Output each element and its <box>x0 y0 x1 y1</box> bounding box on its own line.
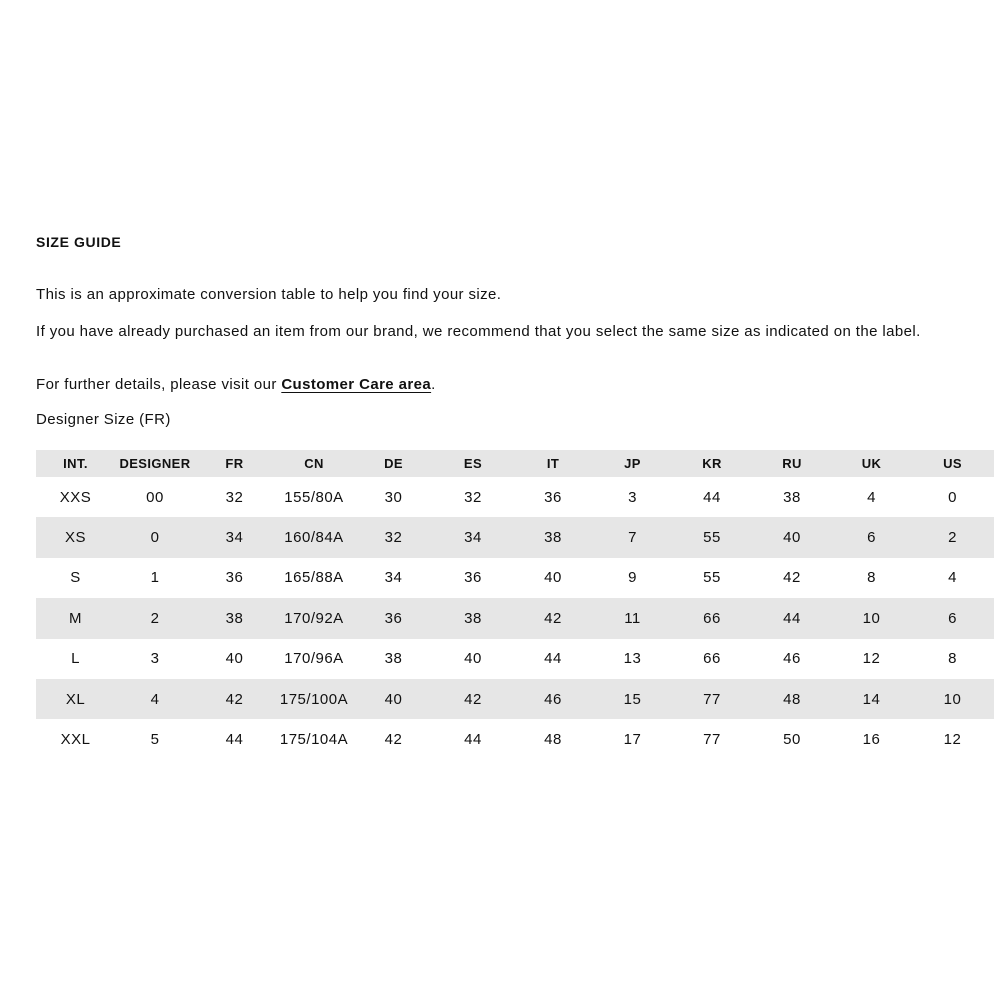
column-header-fr: FR <box>195 450 274 477</box>
table-cell: 11 <box>593 598 672 638</box>
table-cell: 42 <box>513 598 593 638</box>
table-cell: 40 <box>752 517 832 557</box>
table-cell: 44 <box>464 731 482 749</box>
table-cell: 8 <box>867 569 876 587</box>
table-cell: 00 <box>146 488 164 506</box>
table-cell: 15 <box>593 679 672 719</box>
table-cell: 34 <box>195 517 274 557</box>
table-cell: 17 <box>623 731 642 749</box>
table-cell: 4 <box>867 488 876 506</box>
table-row <box>36 679 994 719</box>
table-cell: 175/100A <box>274 679 354 719</box>
table-row <box>36 719 994 759</box>
table-cell: 55 <box>672 517 752 557</box>
table-cell: 4 <box>115 679 195 719</box>
table-row <box>36 517 994 557</box>
table-cell: 77 <box>672 679 752 719</box>
table-cell: XL <box>36 679 115 719</box>
designer-size-label: Designer Size (FR) <box>36 411 171 428</box>
table-row <box>36 477 994 517</box>
table-cell: 32 <box>354 517 433 557</box>
table-cell: 6 <box>911 598 994 638</box>
table-cell: 0 <box>948 488 957 506</box>
customer-care-link[interactable]: Customer Care area <box>281 376 432 393</box>
column-header-int: INT. <box>36 450 115 477</box>
table-cell: 50 <box>783 731 801 749</box>
table-cell: 7 <box>593 517 672 557</box>
table-cell: 36 <box>544 488 562 506</box>
table-cell: 44 <box>752 598 832 638</box>
table-cell: 4 <box>948 569 957 587</box>
table-cell: 3 <box>150 650 160 668</box>
column-header-ru: RU <box>752 450 832 477</box>
table-cell: 77 <box>703 731 721 749</box>
table-cell: 8 <box>948 650 957 668</box>
column-header-de: DE <box>354 450 433 477</box>
table-cell: S <box>70 569 81 587</box>
table-cell: 170/96A <box>284 650 344 668</box>
further-details-suffix: . <box>431 376 436 393</box>
table-cell: 46 <box>783 650 801 668</box>
table-cell: 48 <box>544 731 562 749</box>
table-cell: 2 <box>911 517 994 557</box>
table-cell: 9 <box>628 569 637 587</box>
table-cell: 38 <box>783 488 801 506</box>
column-header-cn: CN <box>274 450 354 477</box>
table-cell: 0 <box>115 517 195 557</box>
table-cell: 42 <box>783 569 801 587</box>
size-conversion-table <box>36 450 994 760</box>
column-header-es: ES <box>433 450 513 477</box>
table-header-row <box>36 450 994 477</box>
table-row <box>36 598 994 638</box>
column-header-jp: JP <box>593 450 672 477</box>
table-cell: 44 <box>703 488 721 506</box>
intro-text: This is an approximate conversion table to help you find your size. <box>36 286 502 303</box>
further-details-prefix: For further details, please visit our <box>36 376 282 393</box>
table-cell: 13 <box>623 650 642 668</box>
table-cell: 165/88A <box>284 569 344 587</box>
table-cell: 55 <box>703 569 721 587</box>
table-cell: 66 <box>672 598 752 638</box>
table-cell: 36 <box>225 569 244 587</box>
table-cell: 46 <box>513 679 593 719</box>
table-cell: 32 <box>464 488 482 506</box>
table-cell: 40 <box>464 650 482 668</box>
table-cell: 14 <box>832 679 911 719</box>
table-cell: 30 <box>384 488 403 506</box>
table-cell: 170/92A <box>274 598 354 638</box>
table-cell: 32 <box>225 488 244 506</box>
table-cell: 40 <box>544 569 562 587</box>
table-cell: 40 <box>225 650 244 668</box>
table-row <box>36 639 994 679</box>
table-cell: 160/84A <box>274 517 354 557</box>
table-cell: XXS <box>59 488 92 506</box>
table-cell: 12 <box>862 650 881 668</box>
table-cell: 38 <box>195 598 274 638</box>
table-cell: 38 <box>433 598 513 638</box>
table-cell: 3 <box>628 488 637 506</box>
table-cell: 38 <box>384 650 403 668</box>
column-header-uk: UK <box>832 450 911 477</box>
table-cell: 155/80A <box>284 488 344 506</box>
table-cell: XS <box>36 517 115 557</box>
table-cell: 1 <box>150 569 160 587</box>
table-cell: L <box>71 650 80 668</box>
table-cell: 5 <box>150 731 160 749</box>
table-cell: 44 <box>544 650 562 668</box>
table-cell: 6 <box>832 517 911 557</box>
column-header-designer: DESIGNER <box>115 450 195 477</box>
table-cell: 48 <box>752 679 832 719</box>
table-cell: 36 <box>354 598 433 638</box>
table-cell: 38 <box>513 517 593 557</box>
further-details-text <box>36 375 960 394</box>
table-cell: 10 <box>832 598 911 638</box>
recommendation-text: If you have already purchased an item from our brand, we recommend that you select the same size as indicated on the label. <box>36 323 921 340</box>
table-cell: 10 <box>911 679 994 719</box>
table-cell: 16 <box>862 731 881 749</box>
table-cell: 12 <box>943 731 962 749</box>
page-title: SIZE GUIDE <box>36 234 122 250</box>
table-body <box>36 477 994 760</box>
table-row <box>36 558 994 598</box>
table-cell: M <box>36 598 115 638</box>
table-cell: 34 <box>384 569 403 587</box>
table-cell: 40 <box>354 679 433 719</box>
table-cell: XXL <box>60 731 91 749</box>
column-header-kr: KR <box>672 450 752 477</box>
table-cell: 175/104A <box>279 731 349 749</box>
column-header-it: IT <box>513 450 593 477</box>
table-cell: 42 <box>433 679 513 719</box>
table-cell: 2 <box>115 598 195 638</box>
table-cell: 44 <box>225 731 244 749</box>
table-cell: 42 <box>195 679 274 719</box>
table-cell: 66 <box>703 650 721 668</box>
table-cell: 34 <box>433 517 513 557</box>
column-header-us: US <box>911 450 994 477</box>
table-cell: 36 <box>464 569 482 587</box>
table-cell: 42 <box>384 731 403 749</box>
